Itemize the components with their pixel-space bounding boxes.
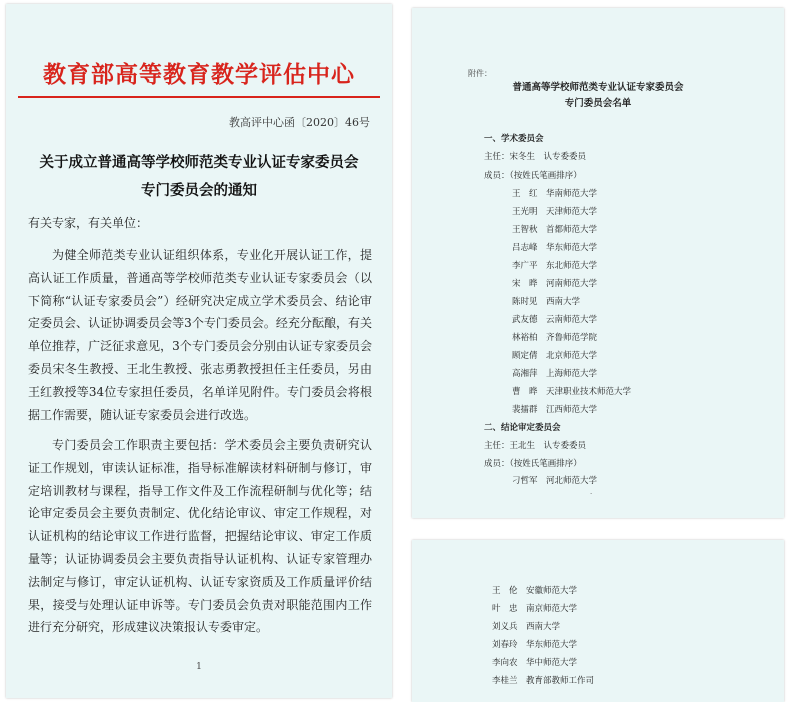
body-paragraph-1: 为健全师范类专业认证组织体系，专业化开展认证工作，提高认证工作质量，普通高等学校师范类专业认证专家委员会（以下简称“认证专家委员会”）经研究决定成立学术委员会、结论审定委员会、认证协调委员会等3个专门委员会。经充分酝酿，有关单位推荐，广泛征求意见，3个专门委员会分别由认证专家委员会委员宋冬生教授、王北生教授、张志勇教授担任主任委员，另由王红教授等34位专家担任委员，名单详见附件。专门委员会将根据工作需要，随认证专家委员会进行改选。	[28, 248, 372, 422]
attachment-title-line-2: 专门委员会名单	[564, 98, 632, 109]
attachment-page-continued	[412, 540, 784, 702]
member-row	[512, 277, 597, 289]
issuer-header: 教育部高等教育教学评估中心	[43, 62, 355, 88]
page-dot: ·	[590, 490, 593, 498]
notice-page	[6, 4, 392, 698]
member-name: 李广平	[512, 261, 538, 271]
member-row	[492, 656, 577, 668]
member-row	[512, 259, 597, 271]
member-org: 华东师范大学	[526, 640, 578, 650]
member-name: 武友德	[512, 315, 538, 325]
member-row	[492, 638, 577, 650]
member-row	[512, 295, 580, 307]
member-org: 齐鲁师范学院	[546, 333, 598, 343]
member-name: 李向农	[492, 658, 518, 668]
member-name: 曹 晔	[512, 387, 538, 397]
member-row	[512, 349, 597, 361]
member-org: 安徽师范大学	[526, 586, 578, 596]
red-header-rule	[18, 96, 380, 98]
member-row	[512, 223, 597, 235]
member-row	[512, 367, 597, 379]
page-number: 1	[196, 662, 202, 672]
body-paragraph-2: 专门委员会工作职责主要包括：学术委员会主要负责研究认证工作规划，审读认证标准，指导标准解读材料研制与修订，审定培训教材与课程，指导工作文件及工作流程研制与优化等；结论审定委员会主要负责制定、优化结论审议、审定工作规程，对认证机构的结论审议工作进行监督，把握结论审议、审定工作质量等；认证协调委员会主要负责指导认证机构、认证专家管理办法制定与修订，审定认证机构、认证专家资质及工作质量评价结果，接受与处理认证申诉等。专门委员会负责对职能范围内工作进行充分研究，形成建议决策报认专委审定。	[28, 438, 372, 635]
member-org: 西南大学	[546, 297, 581, 307]
member-org: 天津职业技术师范大学	[546, 387, 632, 397]
greeting: 有关专家，有关单位：	[28, 216, 149, 230]
member-row	[512, 385, 631, 397]
conclusion-chair: 主任：王北生 认专委委员	[484, 441, 587, 451]
section-heading-conclusion: 二、结论审定委员会	[484, 423, 561, 433]
document-number: 教高评中心函〔2020〕46号	[229, 116, 370, 129]
member-name: 吕志峰	[512, 243, 538, 253]
academic-chair: 主任：宋冬生 认专委委员	[484, 152, 587, 162]
member-org: 江西师范大学	[546, 405, 598, 415]
member-row	[492, 674, 594, 686]
member-org: 华中师范大学	[526, 658, 578, 668]
member-row	[512, 313, 597, 325]
attachment-page	[412, 8, 784, 518]
member-name: 李桂兰	[492, 676, 518, 686]
member-org: 北京师范大学	[546, 351, 598, 361]
member-row	[512, 403, 597, 415]
member-org: 云南师范大学	[546, 315, 598, 325]
member-org: 上海师范大学	[546, 369, 598, 379]
notice-title-line-2: 专门委员会的通知	[141, 182, 257, 199]
member-name: 裴擂群	[512, 405, 538, 415]
member-row	[512, 474, 597, 486]
member-name: 林裕柏	[512, 333, 538, 343]
member-name: 叶 忠	[492, 604, 518, 614]
member-name: 王智秋	[512, 225, 538, 235]
member-row	[492, 620, 560, 632]
notice-title	[6, 149, 392, 205]
member-name: 刘春玲	[492, 640, 518, 650]
member-name: 顾定倩	[512, 351, 538, 361]
member-org: 华东师范大学	[546, 243, 598, 253]
member-org: 天津师范大学	[546, 207, 598, 217]
member-name: 王光明	[512, 207, 538, 217]
member-row	[492, 584, 577, 596]
academic-members-label: 成员：（按姓氏笔画排序）	[484, 171, 582, 181]
member-name: 宋 晔	[512, 279, 538, 289]
member-row	[512, 187, 597, 199]
member-row	[512, 205, 597, 217]
notice-title-line-1: 关于成立普通高等学校师范类专业认证专家委员会	[39, 154, 359, 171]
member-name: 陈时见	[512, 297, 538, 307]
member-org: 教育部教师工作司	[526, 676, 595, 686]
member-org: 河北师范大学	[546, 476, 598, 486]
attachment-title-line-1: 普通高等学校师范类专业认证专家委员会	[512, 82, 684, 93]
member-row	[492, 602, 577, 614]
member-row	[512, 241, 597, 253]
member-name: 刘义兵	[492, 622, 518, 632]
member-row	[512, 331, 597, 343]
member-org: 东北师范大学	[546, 261, 598, 271]
member-name: 王 伦	[492, 586, 518, 596]
attachment-label: 附件：	[468, 69, 492, 78]
member-org: 南京师范大学	[526, 604, 578, 614]
conclusion-members-label: 成员：（按姓氏笔画排序）	[484, 459, 582, 469]
member-name: 刁哲军	[512, 476, 538, 486]
member-org: 西南大学	[526, 622, 561, 632]
member-org: 华南师范大学	[546, 189, 598, 199]
member-name: 高湘萍	[512, 369, 538, 379]
member-org: 河南师范大学	[546, 279, 598, 289]
section-heading-academic: 一、学术委员会	[484, 134, 544, 144]
member-org: 首都师范大学	[546, 225, 598, 235]
member-name: 王 红	[512, 189, 538, 199]
attachment-title	[412, 80, 784, 112]
